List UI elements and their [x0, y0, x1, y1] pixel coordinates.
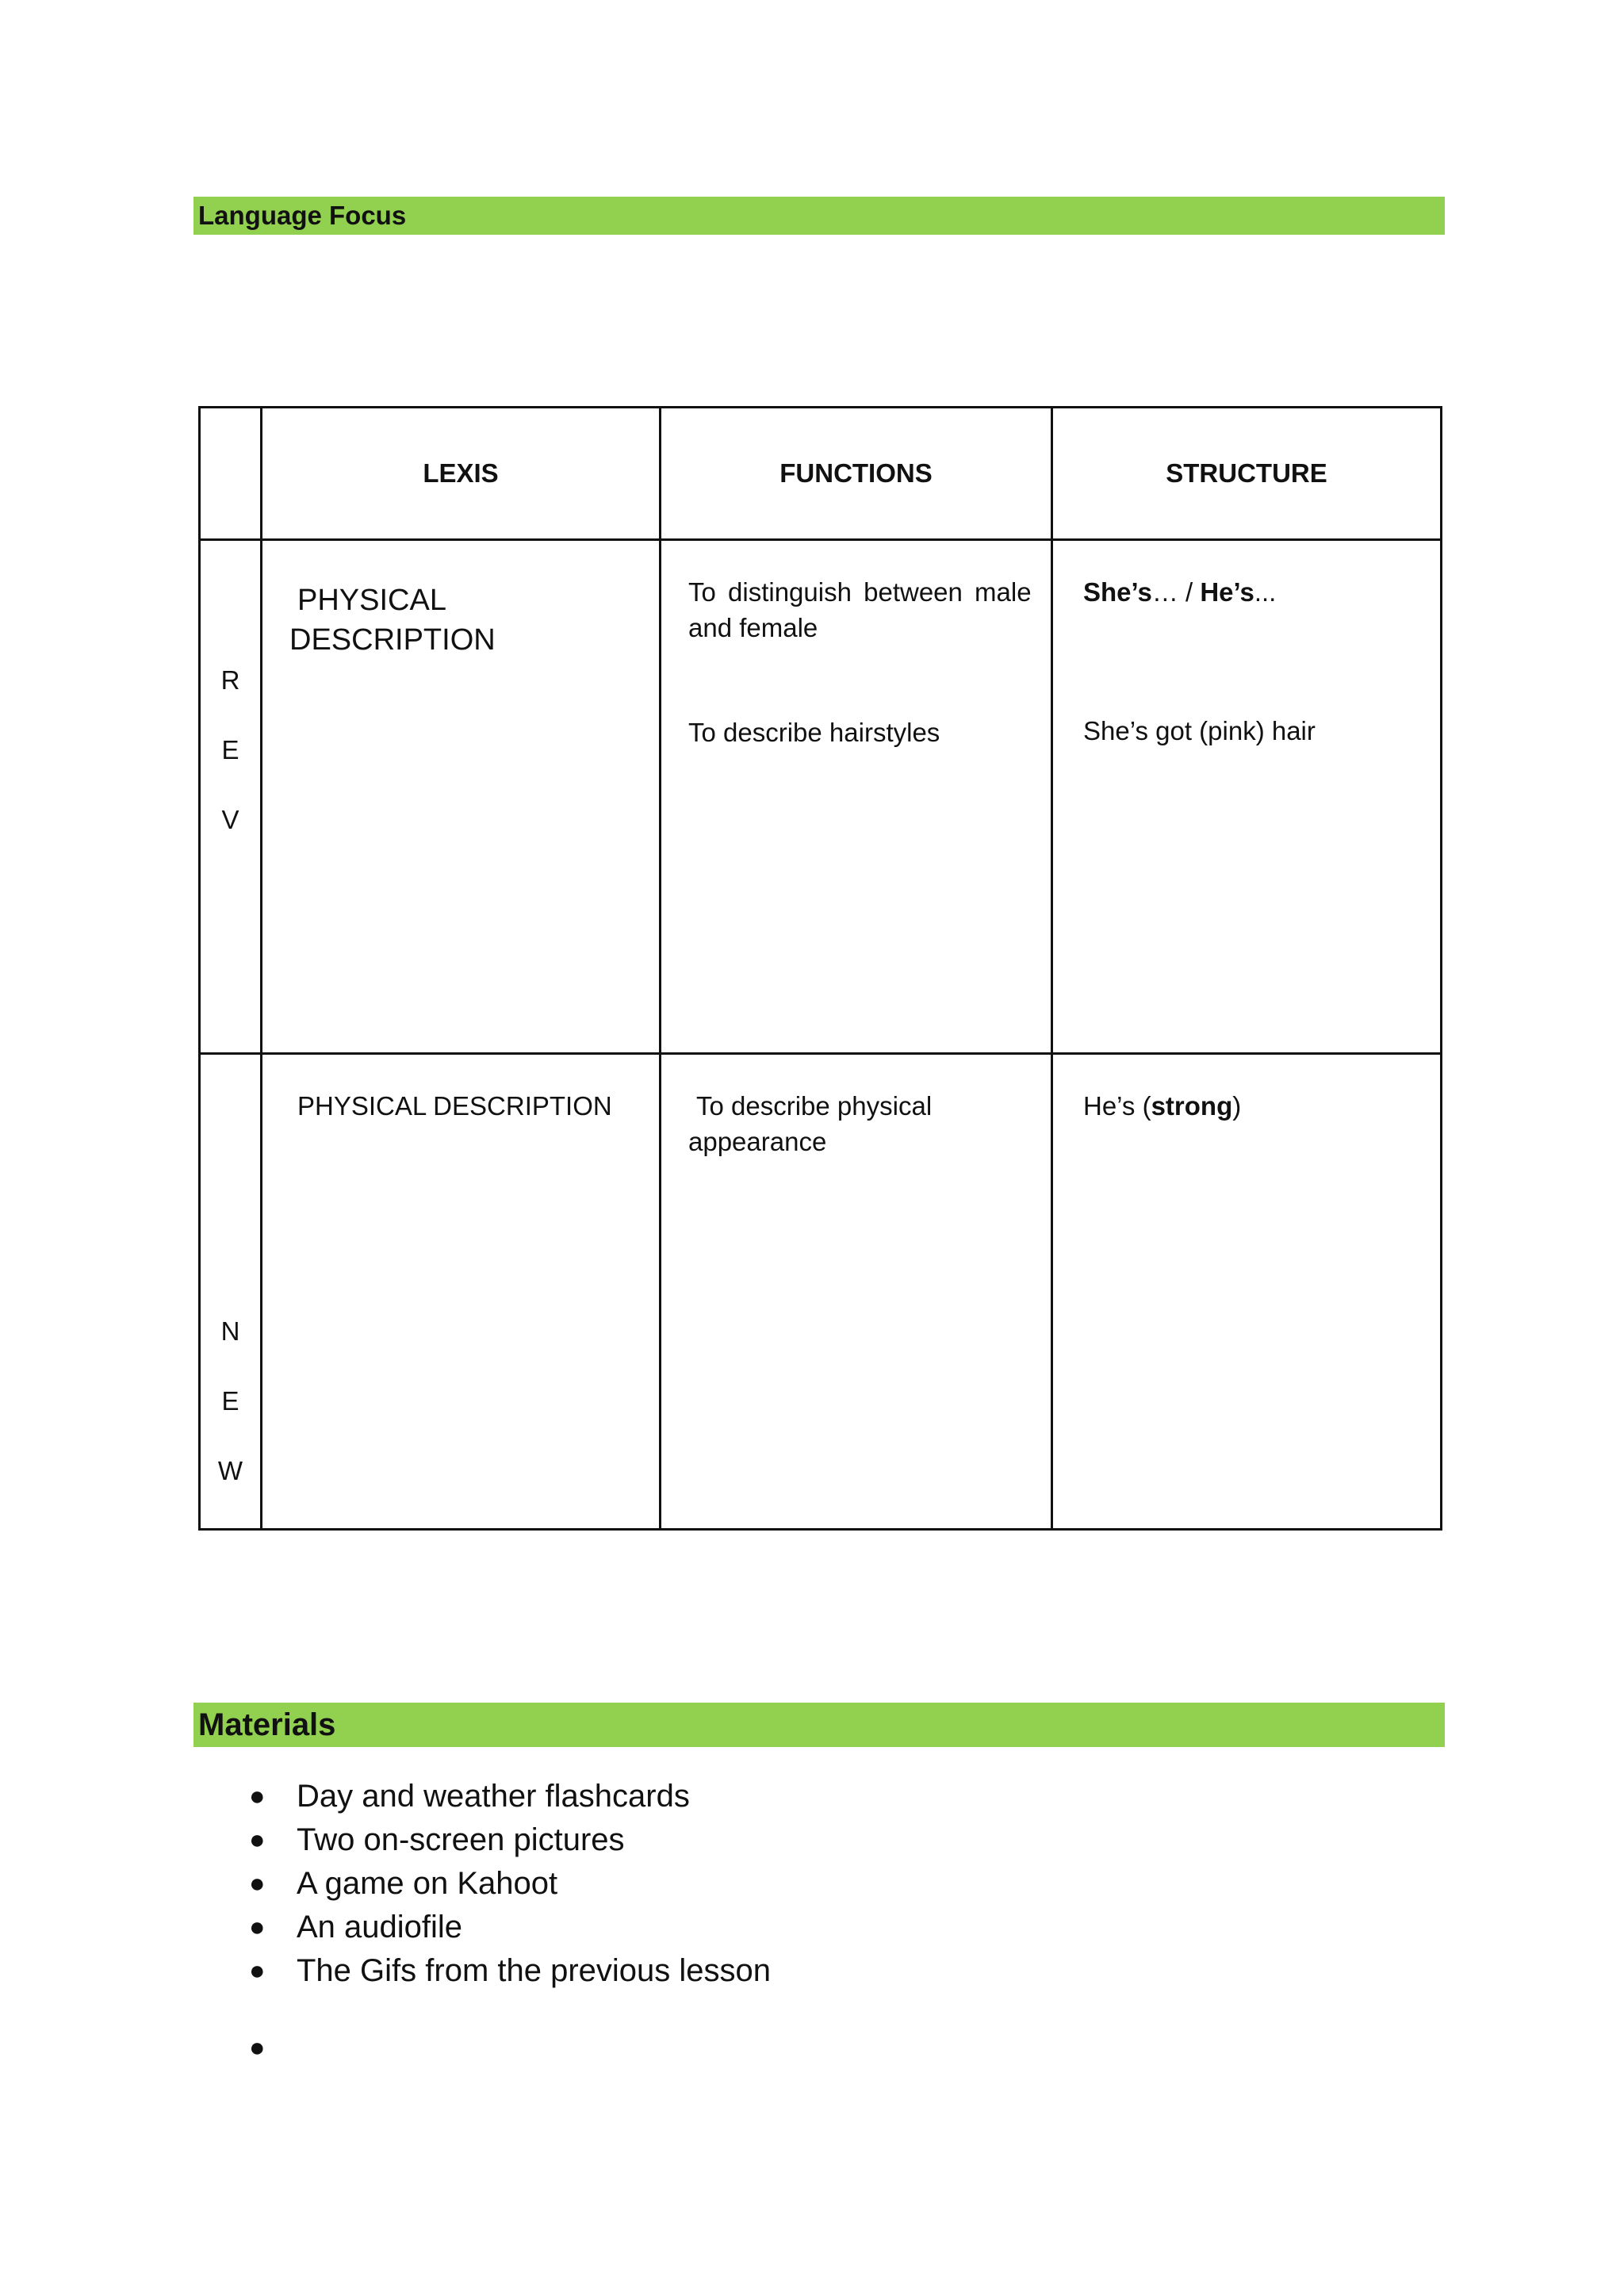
bullet-icon: ● [249, 1956, 266, 1986]
table-row-new [200, 1054, 1442, 1530]
header-functions: FUNCTIONS [661, 408, 1052, 540]
row-letter: N [220, 1316, 240, 1346]
list-item-text: Day and weather flashcards [297, 1779, 690, 1814]
row-letter: W [217, 1456, 243, 1485]
function-text: and female [688, 613, 818, 642]
structure-line: She’s got (pink) hair [1083, 716, 1316, 745]
row-letter: V [221, 805, 239, 834]
row-letter: E [221, 1386, 239, 1416]
materials-list [0, 1775, 771, 2070]
structure-text: ) [1232, 1091, 1242, 1121]
language-focus-heading: Language Focus [193, 197, 1445, 235]
structure-text: ... [1254, 577, 1277, 607]
function-text: To describe hairstyles [688, 718, 940, 747]
row-label-new [200, 1054, 262, 1530]
lexis-text: PHYSICAL [297, 584, 446, 617]
list-item-text: Two on-screen pictures [297, 1822, 625, 1857]
corner-cell [200, 408, 262, 540]
function-text: To distinguish between male [688, 577, 1032, 607]
functions-cell-review [661, 540, 1052, 1054]
functions-cell-new [661, 1054, 1052, 1530]
structure-text: He’s ( [1083, 1091, 1151, 1121]
language-focus-table [198, 406, 1442, 1531]
row-letter: R [220, 665, 240, 695]
bullet-icon: ● [249, 1825, 266, 1855]
list-item [0, 1818, 771, 1862]
structure-line [1083, 574, 1440, 610]
function-text: appearance [688, 1127, 827, 1156]
structure-cell-review [1052, 540, 1442, 1054]
list-item [0, 1906, 771, 1949]
structure-text: … / [1151, 577, 1201, 607]
header-structure: STRUCTURE [1052, 408, 1442, 540]
list-item-text: The Gifs from the previous lesson [297, 1953, 772, 1988]
structure-bold: She’s [1083, 577, 1152, 607]
table-header-row [200, 408, 1442, 540]
list-item-text: A game on Kahoot [297, 1866, 558, 1901]
structure-bold: strong [1151, 1091, 1233, 1121]
lexis-text: PHYSICAL DESCRIPTION [297, 1091, 612, 1121]
header-lexis: LEXIS [262, 408, 661, 540]
bullet-icon: ● [249, 2033, 266, 2063]
list-item-text: An audiofile [297, 1910, 463, 1944]
lexis-text: DESCRIPTION [289, 623, 496, 657]
table-row-review [200, 540, 1442, 1054]
bullet-icon: ● [249, 1781, 266, 1811]
function-text: To describe physical [696, 1091, 933, 1121]
structure-cell-new [1052, 1054, 1442, 1530]
lexis-cell-new [262, 1054, 661, 1530]
structure-bold: He’s [1200, 577, 1254, 607]
materials-heading: Materials [193, 1703, 1445, 1747]
list-item [0, 1775, 771, 1818]
list-item [0, 1862, 771, 1906]
row-letter: E [221, 735, 239, 764]
lexis-cell-review [262, 540, 661, 1054]
row-label-review [200, 540, 262, 1054]
list-item [0, 2026, 771, 2070]
bullet-icon: ● [249, 1868, 266, 1898]
bullet-icon: ● [249, 1912, 266, 1942]
structure-line [1083, 1088, 1440, 1124]
list-item [0, 1949, 771, 1993]
